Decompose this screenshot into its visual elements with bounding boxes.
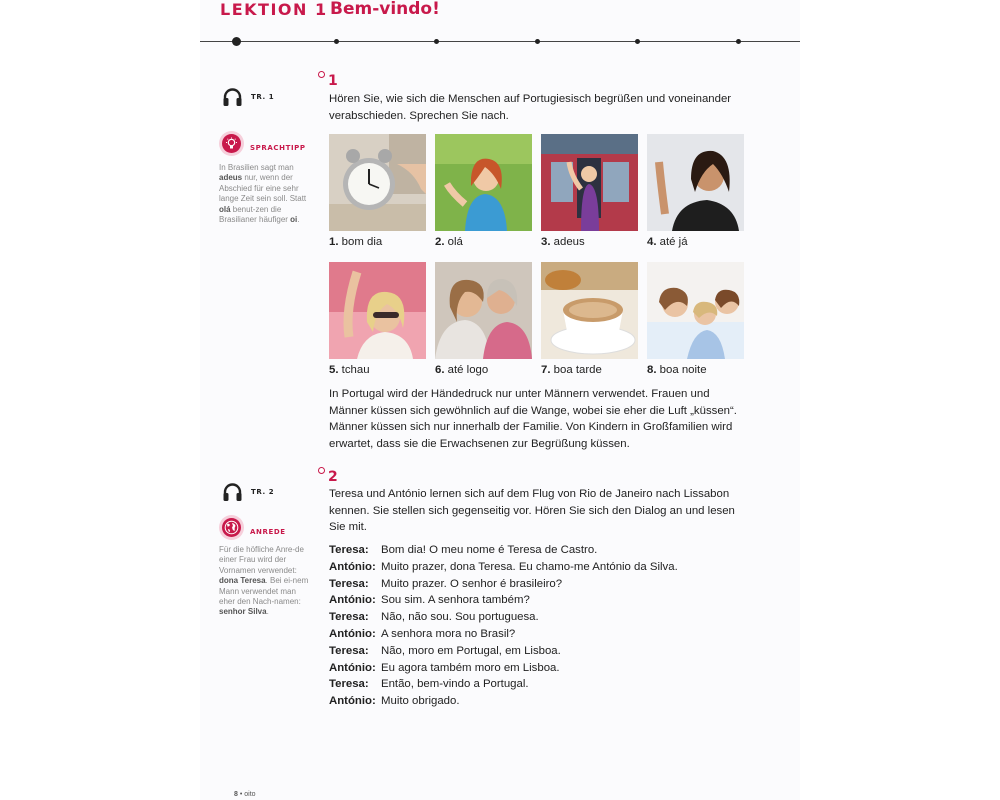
utterance: Então, bem-vindo a Portugal.: [381, 678, 529, 691]
speaker: Teresa:: [329, 577, 369, 590]
timeline-dot-current: [232, 37, 241, 46]
exercise-1-instruction: Hören Sie, wie sich die Menschen auf Portugiesisch begrüßen und voneinander verabschieden. Sprechen Sie nach.: [329, 93, 732, 122]
dialog-line: [329, 559, 749, 576]
utterance: Sou sim. A senhora também?: [381, 594, 530, 607]
timeline-dot: [535, 39, 540, 44]
exercise-1-number: 1: [328, 73, 338, 89]
track-label: TR. 1: [251, 93, 275, 101]
dialog-line: [329, 576, 749, 593]
utterance: Muito prazer. O senhor é brasileiro?: [381, 577, 563, 590]
header-rule: [200, 41, 800, 42]
dialog-line: [329, 626, 749, 643]
globe-icon: [219, 515, 244, 540]
dialog-line: [329, 676, 749, 693]
photo-woman-sunglasses: [329, 262, 426, 359]
sprachtipp-header: [219, 131, 306, 156]
tip-title: ANREDE: [250, 527, 286, 536]
anrede-header: [219, 515, 286, 540]
photo-women-kissing-cheek: [435, 262, 532, 359]
page-word: • oito: [239, 791, 256, 798]
utterance: Não, moro em Portugal, em Lisboa.: [381, 644, 561, 657]
utterance: A senhora mora no Brasil?: [381, 627, 516, 640]
photo-family-sleeping: [647, 262, 744, 359]
dialog-line: [329, 693, 749, 710]
dialog-line: [329, 592, 749, 609]
speaker: António:: [329, 695, 376, 708]
exercise-marker: [318, 467, 325, 474]
exercise-2-instruction: Teresa und António lernen sich auf dem Flug von Rio de Janeiro nach Lissabon kennen. Sie stellen sich gegenseitig vor. Hören Sie sich den Dialog an und lesen Sie mit.: [329, 488, 735, 534]
dialog: [329, 542, 749, 710]
dialog-line: [329, 660, 749, 677]
track-2[interactable]: [222, 482, 274, 502]
track-label: TR. 2: [251, 488, 275, 496]
greeting-caption: 5. tchau: [329, 364, 370, 376]
greeting-caption: 6. até logo: [435, 364, 489, 376]
speaker: Teresa:: [329, 678, 369, 691]
track-1[interactable]: [222, 87, 274, 107]
greeting-caption: 3. adeus: [541, 236, 585, 248]
dialog-line: [329, 609, 749, 626]
utterance: Eu agora também moro em Lisboa.: [381, 661, 560, 674]
photo-woman-smiling: [647, 134, 744, 231]
greeting-caption: 4. até já: [647, 236, 688, 248]
speaker: Teresa:: [329, 544, 369, 556]
speaker: Teresa:: [329, 611, 369, 624]
speaker: António:: [329, 661, 376, 674]
utterance: Muito prazer, dona Teresa. Eu chamo-me António da Silva.: [381, 560, 678, 573]
speaker: António:: [329, 594, 376, 607]
dialog-line: [329, 643, 749, 660]
lesson-label: LEKTION 1: [220, 0, 328, 19]
tip-title: SPRACHTIPP: [250, 143, 306, 152]
page-number: 8: [234, 791, 238, 798]
speaker: António:: [329, 560, 376, 573]
dialog-line: [329, 542, 749, 559]
timeline-dot: [334, 39, 339, 44]
photo-alarm-clock: [329, 134, 426, 231]
greeting-caption: 8. boa noite: [647, 364, 707, 376]
speaker: António:: [329, 627, 376, 640]
exercise-2-number: 2: [328, 469, 338, 485]
exercise-marker: [318, 71, 325, 78]
photo-woman-train-window: [541, 134, 638, 231]
utterance: Muito obrigado.: [381, 695, 460, 708]
photo-woman-waving-field: [435, 134, 532, 231]
photo-coffee-cup: [541, 262, 638, 359]
utterance: Não, não sou. Sou portuguesa.: [381, 611, 539, 624]
page-footer: [234, 791, 256, 798]
lesson-title: Bem-vindo!: [330, 0, 440, 19]
culture-info-text: In Portugal wird der Händedruck nur unter Männern verwendet. Frauen und Männer küssen sich gewöhnlich auf die Wange, wobei sie eher die Luft „küssen“. Männer küssen sich nur innerhalb der Familie. Von Kindern in Großfamilien wird erwartet, dass sie die Erwachsenen zur Begrüßung küssen.: [329, 388, 737, 450]
timeline-dot: [635, 39, 640, 44]
headphones-icon: [222, 87, 243, 107]
greeting-caption: 1. bom dia: [329, 236, 383, 248]
headphones-icon: [222, 482, 243, 502]
sprachtipp-text: In Brasilien sagt man adeus nur, wenn der Abschied für eine sehr lange Zeit sein soll. Statt olá benut-zen die Brasilianer häufiger oi.: [219, 163, 307, 225]
timeline-dot: [736, 39, 741, 44]
anrede-text: Für die höfliche Anre-de einer Frau wird der Vornamen verwendet: dona Teresa. Bei ei-nem Mann verwendet man eher den Nach-namen: senhor Silva.: [219, 545, 309, 617]
greeting-caption: 7. boa tarde: [541, 364, 602, 376]
lightbulb-icon: [219, 131, 244, 156]
utterance: Bom dia! O meu nome é Teresa de Castro.: [381, 544, 598, 556]
timeline-dot: [434, 39, 439, 44]
greeting-caption: 2. olá: [435, 236, 463, 248]
speaker: Teresa:: [329, 644, 369, 657]
